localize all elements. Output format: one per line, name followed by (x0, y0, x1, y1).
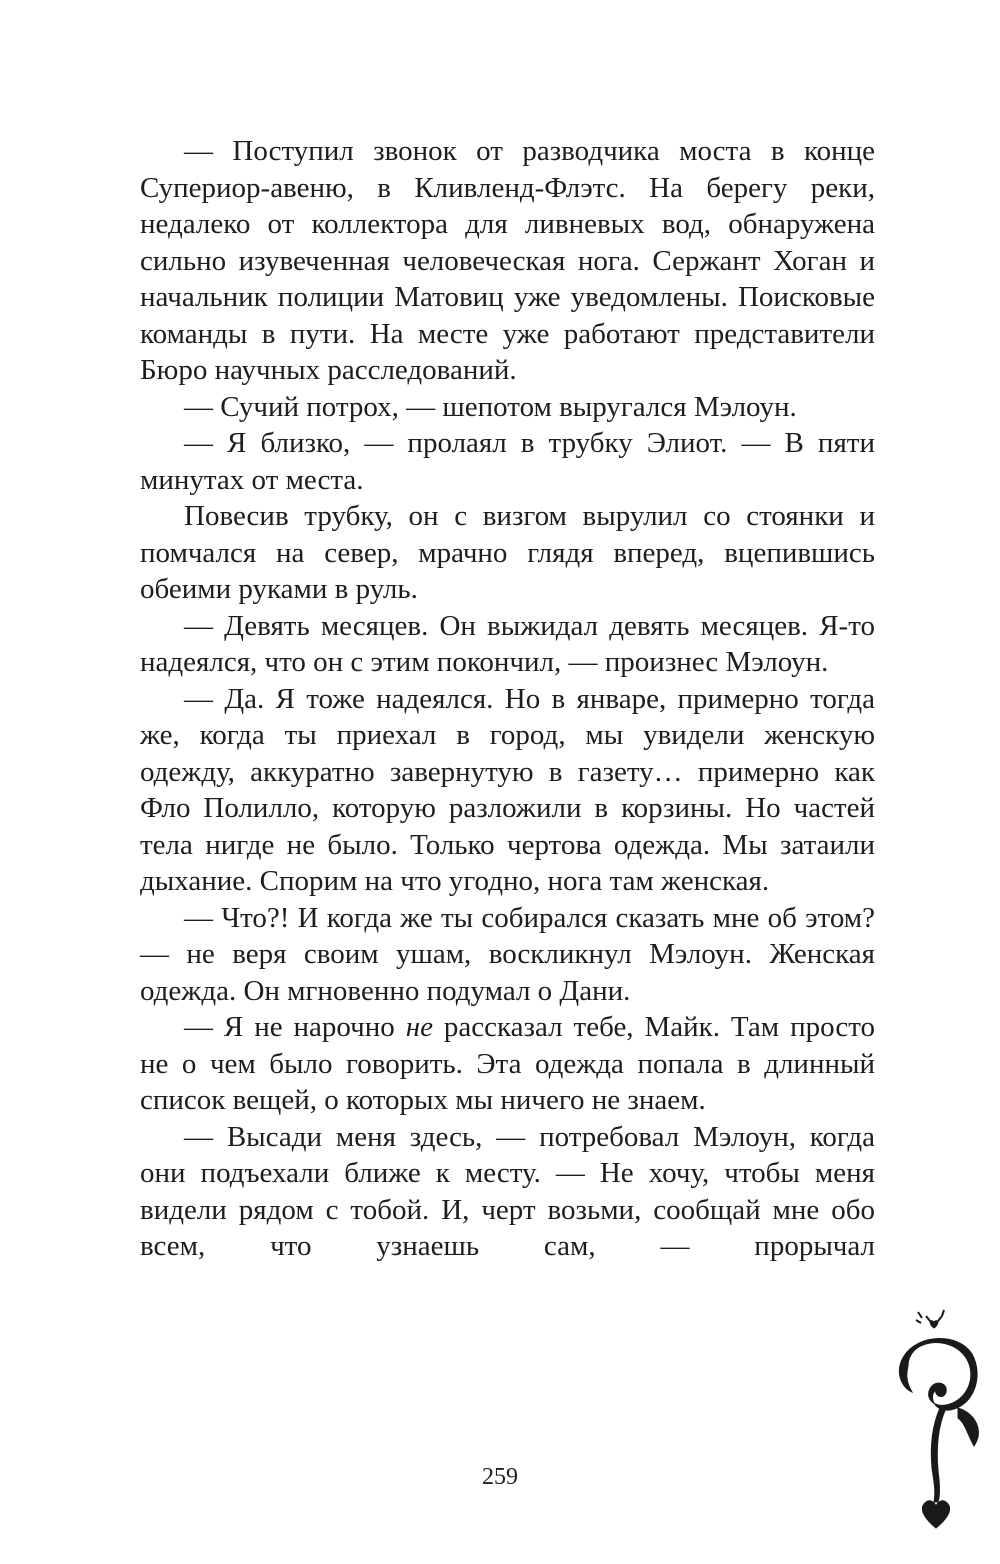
paragraph-text: Повесив трубку, он с визгом вырулил со стоянки и помчался на север, мрачно глядя вперед, вцепившись обеими руками в руль. (140, 500, 875, 605)
paragraph-text: — Я не нарочно (184, 1011, 406, 1043)
paragraph (140, 133, 875, 389)
paragraph-text: рассказал тебе, Майк. Там просто не о чем было говорить. Эта одежда попала в длинный список вещей, о которых мы ничего не знаем. (140, 1011, 875, 1116)
paragraph-text: — Да. Я тоже надеялся. Но в январе, примерно тогда же, когда ты приехал в город, мы увидели женскую одежду, аккуратно завернутую в газету… примерно как Фло Полилло, которую разложили в корзины. Но частей тела нигде не было. Только чертова одежда. Мы затаили дыхание. Спорим на что угодно, нога там женская. (140, 682, 875, 897)
paragraph-text: — Поступил звонок от разводчика моста в конце Супериор-авеню, в Кливленд-Флэтс. На берегу реки, недалеко от коллектора для ливневых вод, обнаружена сильно изувеченная человеческая нога. Сержант Хоган и начальник полиции Матовиц уже уведомлены. Поисковые команды в пути. На месте уже работают представители Бюро научных расследований. (140, 135, 875, 386)
paragraph-text: — Сучий потрох, — шепотом выругался Мэлоун. (184, 390, 797, 423)
paragraph (140, 498, 875, 608)
italic-emphasis: не (405, 1011, 433, 1043)
paragraph (140, 900, 875, 1010)
paragraph-text: — Я близко, — пролаял в трубку Элиот. — В пяти минутах от места. (140, 427, 875, 496)
swirl-arrow-ornament-icon (888, 1296, 988, 1536)
paragraph (140, 1119, 875, 1265)
page-number: 259 (482, 1464, 518, 1490)
paragraph-text: — Высади меня здесь, — потребовал Мэлоун, когда они подъехали ближе к месту. — Не хочу, чтобы меня видели рядом с тобой. И, черт возьми, сообщай мне обо всем, что узнаешь сам, — прорычал (140, 1120, 875, 1262)
paragraph (140, 608, 875, 681)
paragraph-text: — Что?! И когда же ты собирался сказать мне об этом? — не веря своим ушам, воскликнул Мэлоун. Женская одежда. Он мгновенно подумал о Дани. (140, 901, 875, 1007)
paragraph (140, 389, 875, 426)
paragraph (140, 425, 875, 498)
paragraph (140, 1009, 875, 1119)
paragraph-text: — Девять месяцев. Он выжидал девять месяцев. Я-то надеялся, что он с этим покончил, — произнес Мэлоун. (140, 609, 875, 678)
paragraph (140, 681, 875, 900)
body-text (140, 133, 875, 1265)
